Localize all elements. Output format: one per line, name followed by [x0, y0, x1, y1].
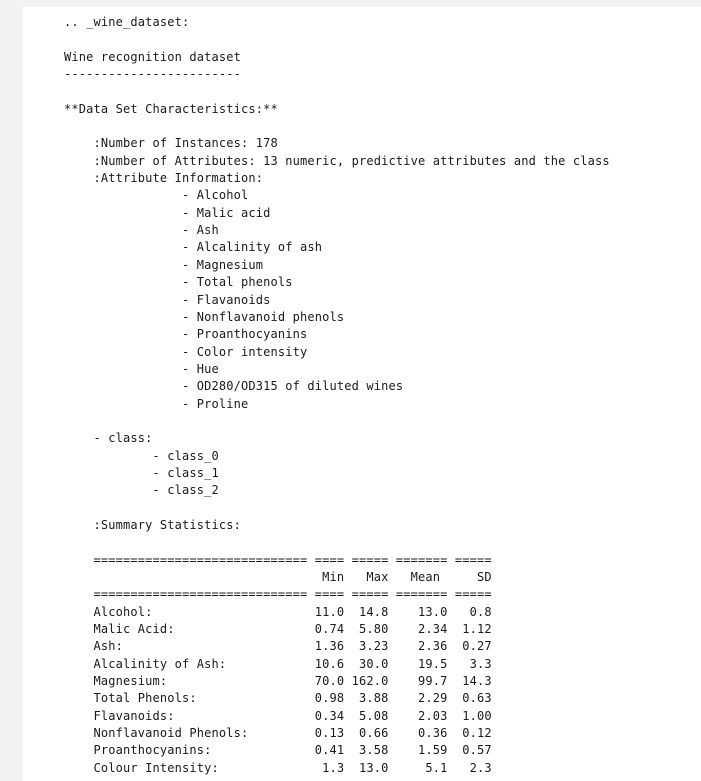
- dataset-description-text: .. _wine_dataset: Wine recognition dataset ------------------------ **Data Set Characteristics:** :Number of Instances: 178 :Number of Attributes: 13 numeric, predictive attributes and the class :Attribute Information: - Alcohol - Malic acid - Ash - Alcalinity of ash - Magnesium - Total phenols - Flavanoids - Nonflavanoid phenols - Proanthocyanins - Color intensity - Hue - OD280/OD315 of diluted wines - Proline - class: - class_0 - class_1 - class_2 :Summary Statistics: ============================= ==== ===== ======= ===== Min Max Mean SD ============================= ==== ===== ======= ===== Alcohol: 11.0 14.8 13.0 0.8 Malic Acid: 0.74 5.80 2.34 1.12 Ash: 1.36 3.23 2.36 0.27 Alcalinity of Ash: 10.6 30.0 19.5 3.3 Magnesium: 70.0 162.0 99.7 14.3 Total Phenols: 0.98 3.88 2.29 0.63 Flavanoids: 0.34 5.08 2.03 1.00 Nonflavanoid Phenols: 0.13 0.66 0.36 0.12 Proanthocyanins: 0.41 3.58 1.59 0.57 Colour Intensity: 1.3 13.0 5.1 2.3: [64, 15, 610, 775]
- top-gutter: [0, 0, 701, 7]
- output-gutter: [0, 0, 22, 781]
